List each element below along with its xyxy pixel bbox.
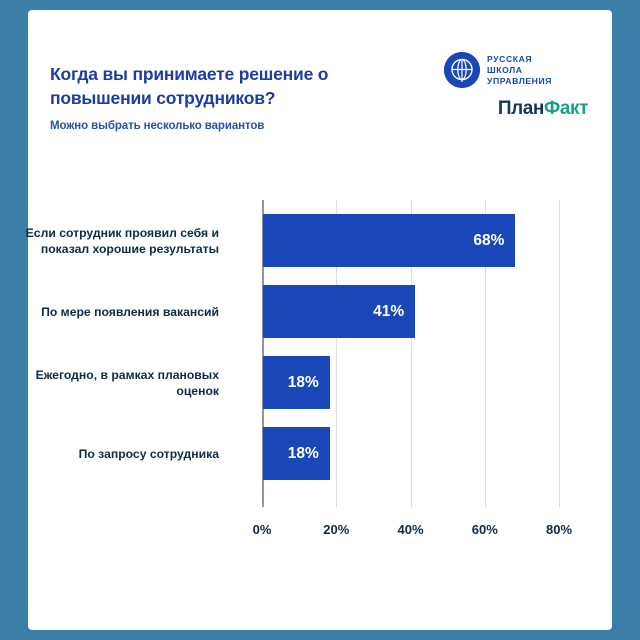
globe-icon <box>444 52 480 88</box>
bar <box>263 214 515 267</box>
rsu-logo-line3: УПРАВЛЕНИЯ <box>487 75 553 86</box>
bar-value-label: 18% <box>287 373 319 391</box>
rsu-logo-line2: ШКОЛА <box>487 64 523 75</box>
x-axis-tick-label: 0% <box>252 522 272 537</box>
rsu-logo-text <box>487 54 552 86</box>
card-container <box>25 10 612 630</box>
category-label: По запросу сотрудника <box>78 446 219 461</box>
bar <box>263 356 330 409</box>
planfakt-logo-plan: План <box>497 98 544 119</box>
bar-chart <box>25 190 590 550</box>
rsu-logo-line1: РУССКАЯ <box>487 54 533 64</box>
plot-area <box>25 200 573 537</box>
bar-value-label: 68% <box>473 231 505 249</box>
page-title: Когда вы принимаете решение о повышении сотрудников? <box>50 64 329 108</box>
header <box>50 52 590 142</box>
x-axis-tick-label: 60% <box>471 522 498 537</box>
category-label: По мере появления вакансий <box>41 304 219 319</box>
x-axis-tick-label: 80% <box>545 522 573 537</box>
x-axis-tick-label: 20% <box>323 522 350 537</box>
x-axis-tick-label: 40% <box>397 522 424 537</box>
bar <box>263 285 415 338</box>
planfakt-logo-fakt: Факт <box>544 98 588 119</box>
page-subtitle: Можно выбрать несколько вариантов <box>50 120 265 132</box>
planfakt-logo <box>498 98 588 120</box>
bar <box>263 427 330 480</box>
category-label: Если сотрудник проявил себя и показал хорошие результаты <box>25 225 219 256</box>
rsu-logo <box>444 52 590 92</box>
gridline <box>559 200 560 507</box>
bar-value-label: 41% <box>373 302 405 320</box>
category-label: Ежегодно, в рамках плановых оценок <box>35 367 219 398</box>
bar-value-label: 18% <box>287 444 319 462</box>
